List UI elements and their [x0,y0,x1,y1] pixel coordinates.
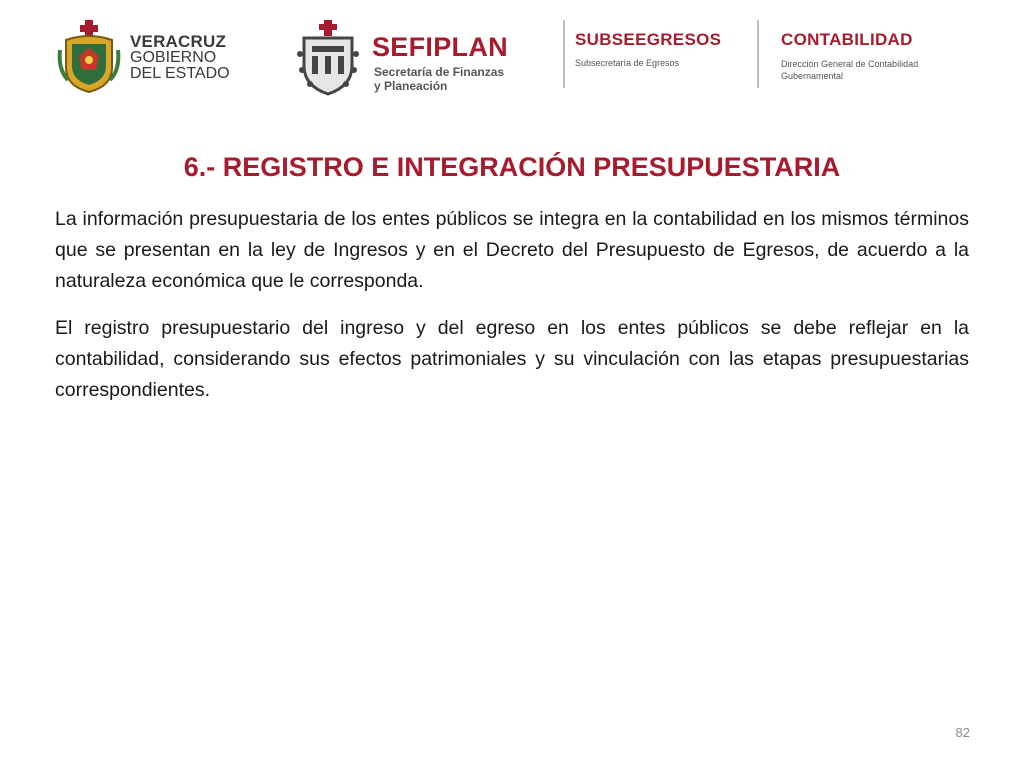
contabilidad-subtitle-line-1: Dirección General de Contabilidad [781,59,919,69]
subegresos-logo [575,30,750,90]
page-number: 82 [955,725,970,740]
veracruz-gobierno: GOBIERNO [130,49,217,66]
sefiplan-subtitle-1: Secretaría de Finanzas [374,65,505,79]
subegresos-subtitle: Subsecretaría de Egresos [575,58,680,68]
sefiplan-name: SEFIPLAN [372,32,508,62]
veracruz-coat-of-arms-icon [56,20,122,94]
subegresos-name: SUBSEEGRESOS [575,30,722,49]
sefiplan-shield-icon [296,20,360,96]
slide-header [0,0,1024,110]
header-separator [563,20,565,88]
header-separator [757,20,759,88]
sefiplan-subtitle-2: y Planeación [374,79,448,93]
body-paragraph: La información presupuestaria de los entes públicos se integra en la contabilidad en los mismos términos que se presentan en la ley de Ingresos y en el Decreto del Presupuesto de Egresos, de acuerdo a la naturaleza económica que le corresponda. [55,208,969,292]
contabilidad-logo [781,30,981,90]
contabilidad-subtitle-line-2: Gubernamental [781,71,844,81]
veracruz-name: VERACRUZ [130,32,227,51]
contabilidad-subtitle [781,58,981,82]
body-paragraph: El registro presupuestario del ingreso y del egreso en los entes públicos se debe reflejar en la contabilidad, considerando sus efectos patrimoniales y su vinculación con las etapas presupuestarias correspondientes. [55,317,969,401]
contabilidad-name: CONTABILIDAD [781,30,913,49]
sefiplan-logo [290,14,540,100]
veracruz-government-logo [52,18,242,98]
slide-title: 6.- REGISTRO E INTEGRACIÓN PRESUPUESTARIA [183,152,841,182]
veracruz-del-estado: DEL ESTADO [130,65,230,82]
